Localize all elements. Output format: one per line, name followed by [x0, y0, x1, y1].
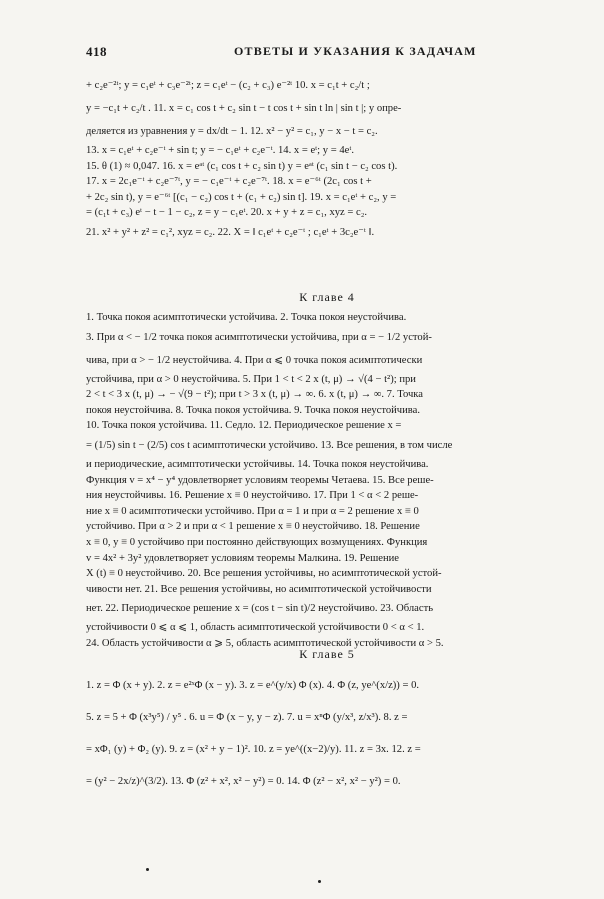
chapter-4-answers	[86, 310, 568, 652]
answer-line: ния неустойчивы. 16. Решение x ≡ 0 неустойчиво. 17. При 1 < α < 2 реше-	[86, 490, 419, 502]
answer-line: 1. z = Φ (x + y). 2. z = e²ˣΦ (x − y). 3. z = e^(y/x) Φ (x). 4. Φ (z, ye^(x/z)) = 0.	[86, 680, 420, 691]
answer-line: покоя неустойчива. 8. Точка покоя устойчива. 9. Точка покоя неустойчива.	[86, 404, 420, 416]
page-header	[86, 44, 564, 64]
answer-line: ние x ≡ 0 асимптотически устойчиво. При α = 1 и при α = 2 решение x ≡ 0	[86, 505, 419, 517]
answer-line: = xΦ₁ (y) + Φ₂ (y). 9. z = (x² + y − 1)². 10. z = ye^((x−2)/y). 11. z = 3x. 12. z =	[86, 744, 421, 755]
answer-line: нет. 22. Периодическое решение x = (cos t − sin t)/2 неустойчиво. 23. Область	[86, 603, 434, 615]
answer-line: 1. Точка покоя асимптотически устойчива. 2. Точка покоя неустойчива.	[86, 312, 407, 323]
answer-line: x ≡ 0, y ≡ 0 устойчиво при постоянно действующих возмущениях. Функция	[86, 536, 428, 548]
page-number: 418	[86, 44, 107, 59]
answer-line: 15. θ (1) ≈ 0,047. 16. x = eᵃᵗ (c₁ cos t + c₂ sin t) y = eᵃᵗ (c₁ sin t − c₂ cos t).	[86, 160, 398, 172]
answer-line: 13. x = c₁eᵗ + c₂e⁻ᵗ + sin t; y = − c₁eᵗ + c₂e⁻ᵗ. 14. x = eᵗ; y = 4eᵗ.	[86, 145, 355, 156]
answer-line: 24. Область устойчивости α ⩾ 5, область асимптотической устойчивости α > 5.	[86, 637, 444, 649]
answer-line: устойчиво. При α > 2 и при α < 1 решение x ≡ 0 неустойчиво. 18. Решение	[86, 521, 420, 533]
answer-line: 5. z = 5 + Φ (x³y⁵) / y⁵ . 6. u = Φ (x − y, y − z). 7. u = xⁿΦ (y/x³, z/x³). 8. z =	[86, 712, 408, 723]
answer-line: = (c₁t + c₃) eᵗ − t − 1 − c₂, z = y − c₁eᵗ. 20. x + y + z = c₁, xyz = c₂.	[86, 207, 368, 219]
answer-line: устойчивости 0 ⩽ α ⩽ 1, область асимптотической устойчивости 0 < α < 1.	[86, 622, 425, 634]
answer-line: чивости нет. 21. Все решения устойчивы, но асимптотической устойчивости	[86, 583, 432, 595]
answer-line: + c₂e⁻²ᵗ; y = c₁eᵗ + c₃e⁻²ᵗ; z = c₁eᵗ − (c₂ + c₃) e⁻²ᵗ 10. x = c₁t + c₂/t ;	[86, 80, 370, 91]
answer-line: 2 < t < 3 x (t, μ) → − √(9 − t²); при t > 3 x (t, μ) → ∞. 6. x (t, μ) → ∞. 7. Точка	[86, 389, 423, 401]
answer-line: = (1/5) sin t − (2/5) cos t асимптотически устойчиво. 13. Все решения, в том числе	[86, 439, 453, 451]
answer-line: устойчива, при α > 0 неустойчива. 5. При 1 < t < 2 x (t, μ) → √(4 − t²); при	[86, 373, 416, 385]
answer-line: = (y² − 2x/z)^(3/2). 13. Φ (z² + x², x² − y²) = 0. 14. Φ (z² − x², x² − y²) = 0.	[86, 776, 401, 787]
answer-line: 10. Точка покоя устойчива. 11. Седло. 12. Периодическое решение x =	[86, 420, 402, 432]
running-title: ОТВЕТЫ И УКАЗАНИЯ К ЗАДАЧАМ	[234, 44, 477, 58]
answer-line: 21. x² + y² + z² = c₁², xyz = c₂. 22. X = ‖ c₁eᵗ + c₂e⁻ᵗ ; c₁eᵗ + 3c₂e⁻ᵗ ‖.	[86, 226, 375, 238]
answer-line: и периодические, асимптотически устойчивы. 14. Точка покоя неустойчива.	[86, 458, 429, 470]
answer-line: Функция v = x⁴ − y⁴ удовлетворяет условиям теоремы Четаева. 15. Все реше-	[86, 474, 434, 486]
chapter-5-heading: К главе 5	[299, 647, 355, 661]
chapter-5-answers	[86, 670, 568, 798]
answer-line: + 2c₂ sin t), y = e⁻⁶ᵗ [(c₁ − c₂) cos t + (c₁ + c₂) sin t]. 19. x = c₁eᵗ + c₂, y =	[86, 191, 397, 203]
answer-line: 3. При α < − 1/2 точка покоя асимптотически устойчива, при α = − 1/2 устой-	[86, 331, 432, 343]
print-speck	[146, 868, 149, 871]
answer-line: v = 4x² + 3y² удовлетворяет условиям теоремы Малкина. 19. Решение	[86, 552, 400, 564]
answer-line: X (t) ≡ 0 неустойчиво. 20. Все решения устойчивы, но асимптотической устой-	[86, 568, 442, 580]
answer-line: y = −c₁t + c₂/t . 11. x = c₁ cos t + c₂ sin t − t cos t + sin t ln | sin t |; y опре-	[86, 103, 402, 114]
answer-line: деляется из уравнения y = dx/dt − 1. 12. x² − y² = c₁, y − x − t = c₂.	[86, 126, 378, 137]
previous-chapter-answers	[86, 74, 568, 244]
answer-line: чива, при α > − 1/2 неустойчива. 4. При α ⩽ 0 точка покоя асимптотически	[86, 354, 423, 366]
chapter-4-heading: К главе 4	[299, 290, 355, 304]
answer-line: 17. x = 2c₁e⁻ᵗ + c₂e⁻⁷ᵗ, y = − c₁e⁻ᵗ + c₂e⁻⁷ᵗ. 18. x = e⁻⁶ᵗ (2c₁ cos t +	[86, 176, 372, 188]
print-speck	[318, 880, 321, 883]
